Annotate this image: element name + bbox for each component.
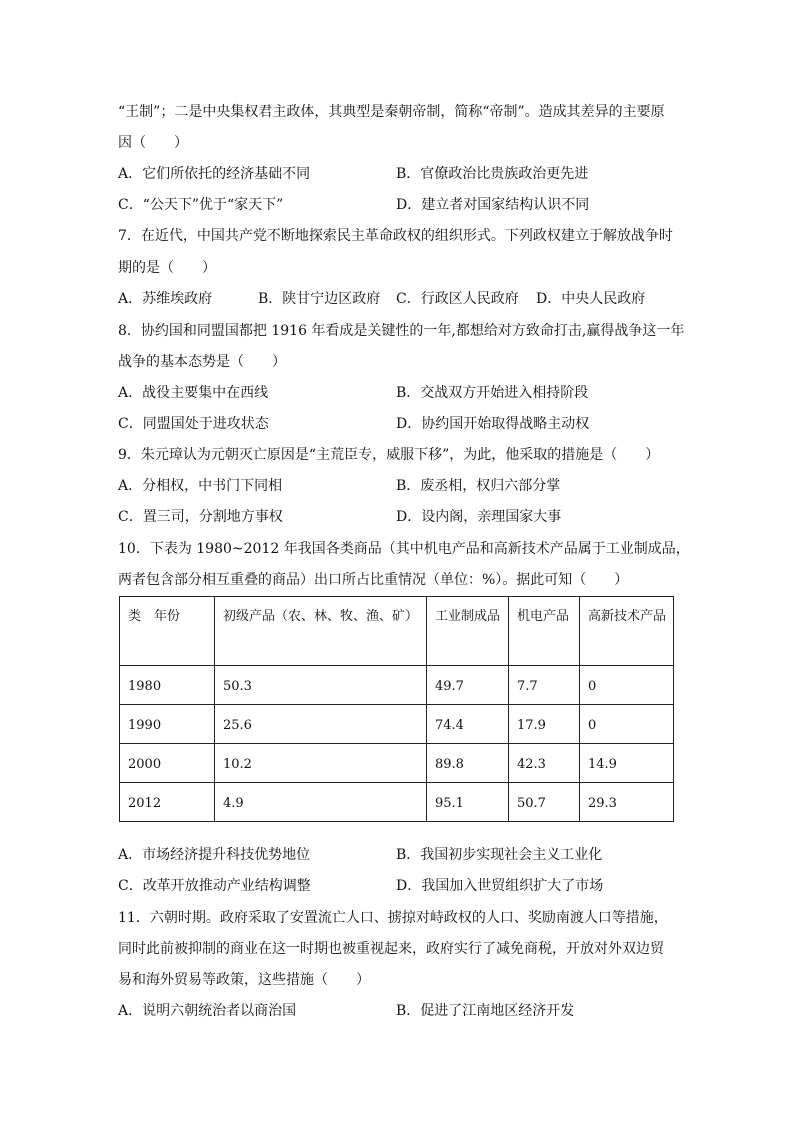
table-cell: 10.2: [215, 744, 427, 783]
table-cell: 14.9: [580, 744, 674, 783]
q7-stem-line1: 7．在近代，中国共产党不断地探索民主革命政权的组织形式。下列政权建立于解放战争时: [118, 228, 673, 244]
q11-stem-line2: 同时此前被抑制的商业在这一时期也被重视起来，政府实行了减免商税，开放对外双边贸: [118, 941, 664, 957]
q9-option-c[interactable]: C．置三司，分割地方事权: [118, 509, 283, 525]
table-header-cell: 类 年份: [120, 597, 215, 666]
q9-option-d[interactable]: D．设内阁，亲理国家大事: [396, 509, 562, 525]
table-cell: 89.8: [427, 744, 509, 783]
table-header-cell: 工业制成品: [427, 597, 509, 666]
q11-stem-line3: 易和海外贸易等政策，这些措施（ ）: [118, 972, 370, 988]
table-cell: 1990: [120, 705, 215, 744]
q7-stem-line2: 期的是（ ）: [118, 260, 216, 276]
q10-stem-line2: 两者包含部分相互重叠的商品）出口所占比重情况（单位：%）。据此可知（ ）: [118, 572, 629, 588]
table-cell: 50.7: [509, 783, 580, 822]
table-header-cell: 机电产品: [509, 597, 580, 666]
q11-option-a[interactable]: A．说明六朝统治者以商治国: [118, 1003, 297, 1019]
table-cell: 49.7: [427, 666, 509, 705]
q6-option-d[interactable]: D．建立者对国家结构认识不同: [396, 197, 590, 213]
table-row: [120, 705, 674, 744]
q8-option-c[interactable]: C．同盟国处于进攻状态: [118, 416, 269, 432]
table-cell: 4.9: [215, 783, 427, 822]
q8-option-d[interactable]: D．协约国开始取得战略主动权: [396, 416, 590, 432]
table-cell: 7.7: [509, 666, 580, 705]
q6-stem-line2: 因（ ）: [118, 135, 188, 151]
export-share-table: [119, 596, 674, 822]
q8-option-a[interactable]: A．战役主要集中在西线: [118, 385, 269, 401]
q10-option-c[interactable]: C．改革开放推动产业结构调整: [118, 878, 311, 894]
q9-stem-line1: 9．朱元璋认为元朝灭亡原因是“主荒臣专，威服下移”，为此，他采取的措施是（ ）: [118, 447, 660, 463]
table-cell: 1980: [120, 666, 215, 705]
table-row: [120, 783, 674, 822]
table-cell: 50.3: [215, 666, 427, 705]
q7-option-c[interactable]: C．行政区人民政府: [396, 291, 519, 307]
table-header-cell: 初级产品（农、林、牧、渔、矿）: [215, 597, 427, 666]
table-cell: 42.3: [509, 744, 580, 783]
table-cell: 25.6: [215, 705, 427, 744]
table-header-cell: 高新技术产品: [580, 597, 674, 666]
table-cell: 2000: [120, 744, 215, 783]
q6-option-b[interactable]: B．官僚政治比贵族政治更先进: [396, 166, 589, 182]
q8-stem-line1: 8．协约国和同盟国都把 1916 年看成是关键性的一年,都想给对方致命打击,赢得战争这一年: [118, 323, 685, 339]
q10-option-b[interactable]: B．我国初步实现社会主义工业化: [396, 847, 603, 863]
q7-option-b[interactable]: B．陕甘宁边区政府: [258, 291, 381, 307]
q7-option-a[interactable]: A．苏维埃政府: [118, 291, 213, 307]
q6-option-a[interactable]: A．它们所依托的经济基础不同: [118, 166, 311, 182]
table-cell: 29.3: [580, 783, 674, 822]
table-cell: 17.9: [509, 705, 580, 744]
table-cell: 74.4: [427, 705, 509, 744]
table-row: [120, 666, 674, 705]
q10-stem-line1: 10．下表为 1980~2012 年我国各类商品（其中机电产品和高新技术产品属于工业制成品，: [118, 541, 690, 557]
q9-option-b[interactable]: B．废丞相，权归六部分掌: [396, 478, 561, 494]
q6-option-c[interactable]: C．“公天下”优于“家天下”: [118, 197, 284, 213]
table-row: [120, 744, 674, 783]
q7-option-d[interactable]: D．中央人民政府: [536, 291, 646, 307]
q8-stem-line2: 战争的基本态势是（ ）: [118, 354, 286, 370]
table-header-row: [120, 597, 674, 666]
q9-option-a[interactable]: A．分相权，中书门下同相: [118, 478, 283, 494]
table-cell: 0: [580, 705, 674, 744]
q10-option-d[interactable]: D．我国加入世贸组织扩大了市场: [396, 878, 604, 894]
table-cell: 0: [580, 666, 674, 705]
q8-option-b[interactable]: B．交战双方开始进入相持阶段: [396, 385, 589, 401]
q10-option-a[interactable]: A．市场经济提升科技优势地位: [118, 847, 311, 863]
q6-stem-line1: “王制”；二是中央集权君主政体，其典型是秦朝帝制，简称“帝制”。造成其差异的主要原: [118, 104, 665, 120]
table-cell: 95.1: [427, 783, 509, 822]
table-cell: 2012: [120, 783, 215, 822]
q11-option-b[interactable]: B．促进了江南地区经济开发: [396, 1003, 575, 1019]
q11-stem-line1: 11．六朝时期。政府采取了安置流亡人口、掳掠对峙政权的人口、奖励南渡人口等措施，: [118, 910, 668, 926]
